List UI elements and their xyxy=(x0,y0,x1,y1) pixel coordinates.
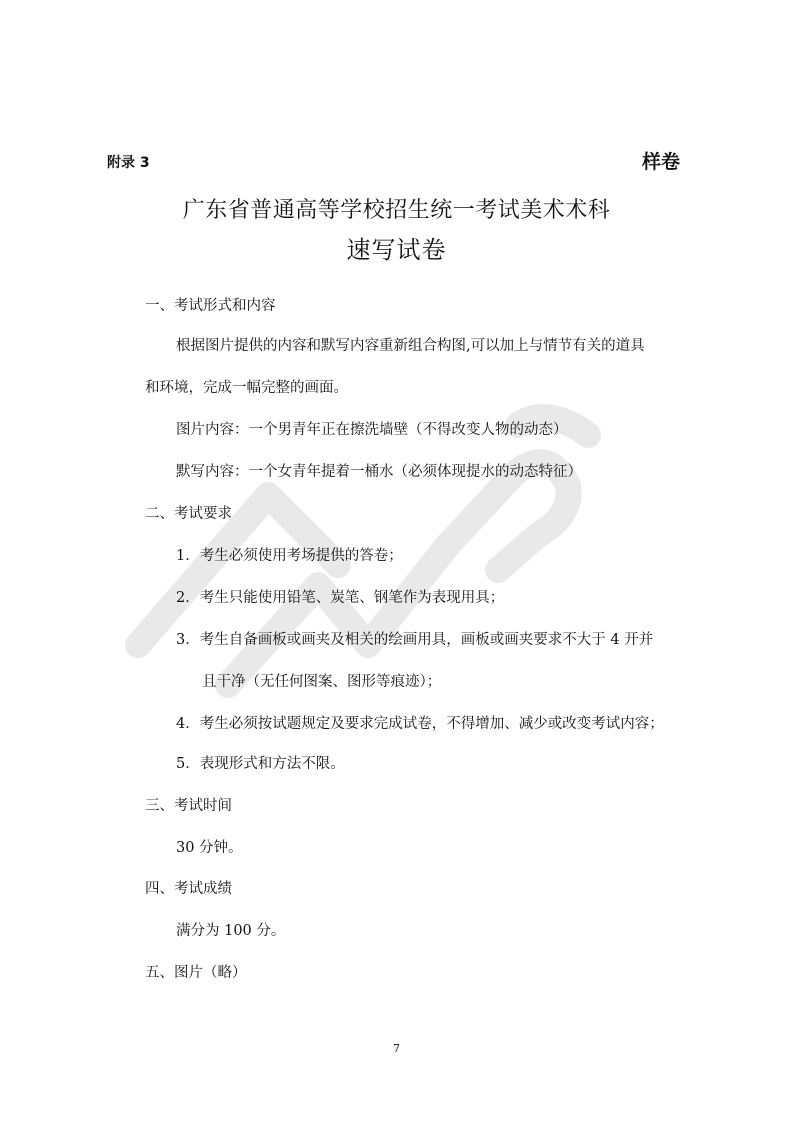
section-1-paragraph-line1: 根据图片提供的内容和默写内容重新组合构图,可以加上与情节有关的道具 xyxy=(176,338,645,354)
section-1-heading: 一、考试形式和内容 xyxy=(145,298,276,314)
section-1-paragraph-line2: 和环境，完成一幅完整的画面。 xyxy=(145,380,348,396)
exam-title: 广东省普通高等学校招生统一考试美术术科 xyxy=(182,198,611,223)
section-2-item-4: 4．考生必须按试题规定及要求完成试卷，不得增加、减少或改变考试内容； xyxy=(176,716,664,732)
section-4-heading: 四、考试成绩 xyxy=(145,881,232,897)
page-number: 7 xyxy=(393,1042,400,1055)
section-2-heading: 二、考试要求 xyxy=(145,506,232,522)
section-1-memory-content: 默写内容：一个女青年提着一桶水（必须体现提水的动态特征） xyxy=(176,464,582,480)
section-3-heading: 三、考试时间 xyxy=(145,798,232,814)
section-2-item-1: 1．考生必须使用考场提供的答卷； xyxy=(176,548,403,564)
section-3-value: 30 分钟。 xyxy=(176,840,243,856)
section-2-item-3-line2: 且干净（无任何图案、图形等痕迹）； xyxy=(202,674,442,690)
section-4-value: 满分为 100 分。 xyxy=(176,923,286,939)
section-1-picture-content: 图片内容：一个男青年正在擦洗墙壁（不得改变人物的动态） xyxy=(176,422,568,438)
appendix-label: 附录 3 xyxy=(107,155,150,171)
section-5-heading: 五、图片（略） xyxy=(145,965,247,981)
section-2-item-5: 5．表现形式和方法不限。 xyxy=(176,756,345,772)
section-2-item-3-line1: 3．考生自备画板或画夹及相关的绘画用具，画板或画夹要求不大于 4 开并 xyxy=(176,632,654,648)
exam-subtitle: 速写试卷 xyxy=(346,236,447,264)
sample-label: 样卷 xyxy=(641,151,680,173)
section-2-item-2: 2．考生只能使用铅笔、炭笔、钢笔作为表现用具； xyxy=(176,590,505,606)
